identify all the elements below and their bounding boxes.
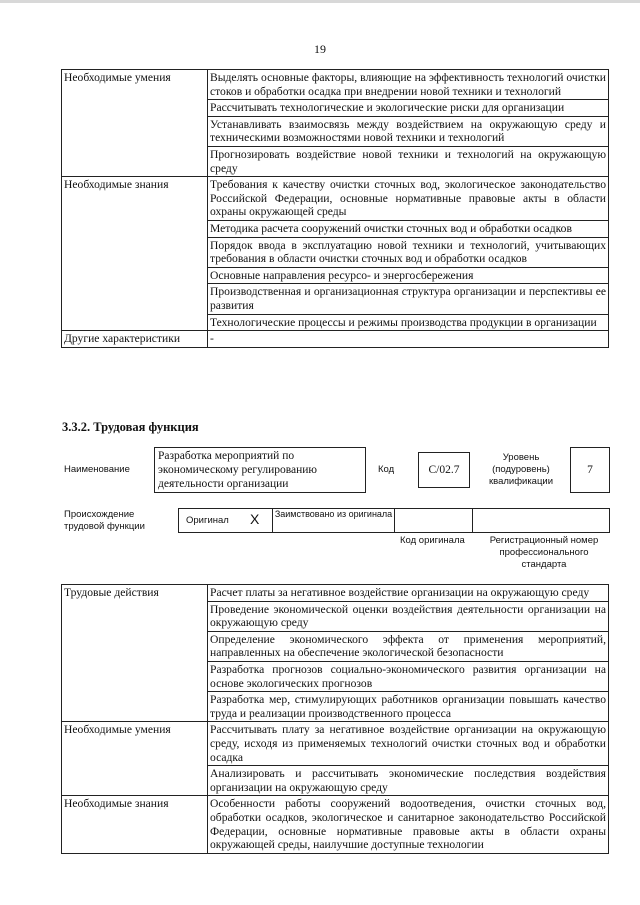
table-row [62,796,609,853]
row-description: Устанавливать взаимосвязь между воздействием на окружающую среду и техническими возможностями новой техники и технологий [208,116,609,146]
row-description: Разработка прогнозов социально-экономического развития организации на основе экологических прогнозов [208,661,609,691]
code-original-caption: Код оригинала [400,535,465,546]
row-heading: Необходимые знания [62,796,208,853]
function-code-box: C/02.7 [418,452,470,488]
level-label: Уровень (подуровень) квалификации [488,452,554,487]
table-row [62,331,609,348]
row-description: Определение экономического эффекта от применения мероприятий, направленных на обеспечение экологической безопасности [208,631,609,661]
origin-divider [472,508,473,533]
requirements-table-bottom [61,584,609,854]
row-description: Производственная и организационная структура организации и перспективы ее развития [208,284,609,314]
row-description: - [208,331,609,348]
row-heading: Необходимые знания [62,177,208,331]
row-description: Особенности работы сооружений водоотведения, очистки сточных вод, обработки осадков, экологическое и санитарное законодательство Российской Федерации, основные нормативные правовые акты в области охраны окружающей среды, наилучшие доступные технологии [208,796,609,853]
table-row [62,722,609,766]
row-description: Расчет платы за негативное воздействие организации на окружающую среду [208,585,609,602]
section-title: 3.3.2. Трудовая функция [62,420,199,434]
reg-number-caption: Регистрационный номер профессионального стандарта [489,535,599,570]
row-heading: Необходимые умения [62,722,208,796]
original-label: Оригинал [186,515,229,526]
code-label: Код [378,464,395,475]
row-description: Выделять основные факторы, влияющие на эффективность технологий очистки стоков и обработки осадка при внедрении новой техники и технологий [208,70,609,100]
table-row [62,585,609,602]
original-mark: X [250,511,260,527]
row-description: Рассчитывать плату за негативное воздействие организации на окружающую среду, исходя из применяемых технологий очистки сточных вод и обработки осадка [208,722,609,766]
table-row [62,177,609,221]
function-name-box: Разработка мероприятий по экономическому регулированию деятельности организации [154,447,366,493]
row-heading: Необходимые умения [62,70,208,177]
row-description: Прогнозировать воздействие новой техники и технологий на окружающую среду [208,146,609,176]
borrowed-label: Заимствовано из оригинала [274,509,393,519]
row-description: Методика расчета сооружений очистки сточных вод и обработки осадков [208,220,609,237]
row-heading: Трудовые действия [62,585,208,722]
top-rule [0,0,640,3]
requirements-table-top [61,69,609,348]
row-heading: Другие характеристики [62,331,208,348]
row-description: Требования к качеству очистки сточных вод, экологическое законодательство Российской Федерации, основные нормативные правовые акты в области охраны окружающей среды [208,177,609,221]
row-description: Порядок ввода в эксплуатацию новой техники и технологий, учитывающих требования в области очистки сточных вод и обработки осадков [208,237,609,267]
row-description: Технологические процессы и режимы производства продукции в организации [208,314,609,331]
row-description: Разработка мер, стимулирующих работников организации повышать качество труда и реализации производственного процесса [208,692,609,722]
level-value-box: 7 [570,447,610,493]
row-description: Анализировать и рассчитывать экономические последствия воздействия организации на окружающую среду [208,766,609,796]
row-description: Рассчитывать технологические и экологические риски для организации [208,100,609,117]
origin-label: Происхождение трудовой функции [64,509,145,532]
table-row [62,70,609,100]
row-description: Основные направления ресурсо- и энергосбережения [208,267,609,284]
page-number: 19 [314,42,326,56]
name-label: Наименование [64,464,130,475]
row-description: Проведение экономической оценки воздействия деятельности организации на окружающую среду [208,601,609,631]
